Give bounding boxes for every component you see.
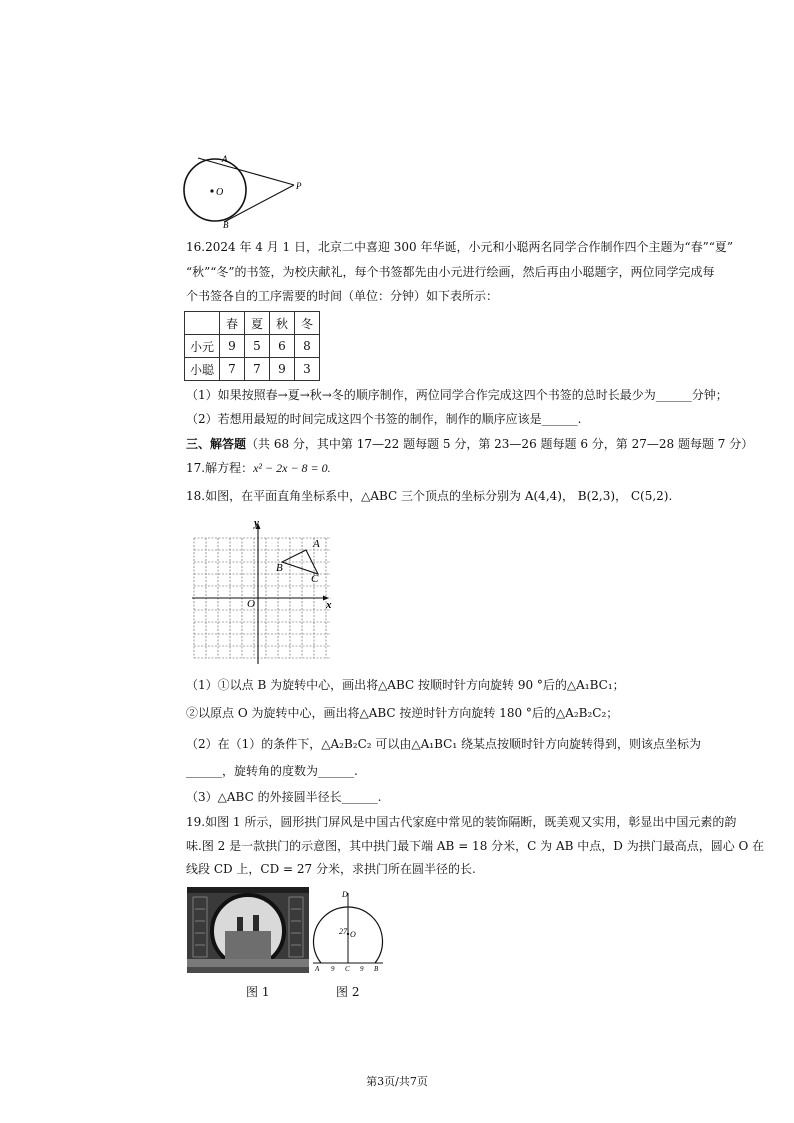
q16-sub2: （2）若想用最短的时间完成这四个书签的制作，制作的顺序应该是______. — [186, 412, 582, 426]
arch-label-B: B — [374, 965, 379, 973]
q16-line2: “秋”“冬”的书签，为校庆献礼，每个书签都先由小元进行绘画，然后再由小聪题字，两位同学完成每 — [186, 265, 715, 279]
q17-equation: x² − 2x − 8 = 0. — [253, 461, 331, 475]
q17-prefix: 17.解方程： — [186, 461, 254, 475]
y-axis-label: y — [254, 517, 259, 529]
table-cell: 7 — [220, 358, 245, 381]
x-axis-label: x — [326, 599, 332, 611]
table-cell — [185, 312, 220, 335]
arch-label-D: D — [342, 890, 348, 899]
vertex-B-label: B — [276, 562, 283, 574]
table-header-summer: 夏 — [245, 312, 270, 335]
vertex-A-label: A — [313, 538, 320, 550]
table-header-row — [185, 312, 320, 335]
q19-line2: 味.图 2 是一款拱门的示意图，其中拱门最下端 AB = 18 分米，C 为 AB 中点，D 为拱门最高点，圆心 O 在 — [186, 839, 765, 853]
arch-label-9-right: 9 — [360, 965, 364, 973]
arch-label-A: A — [315, 965, 320, 973]
q18-text: 18.如图，在平面直角坐标系中，△ABC 三个顶点的坐标分别为 A(4,4)， B(2,3)， C(5,2). — [186, 489, 673, 503]
q19-line3: 线段 CD 上，CD = 27 分米，求拱门所在圆半径的长. — [186, 862, 476, 876]
table-cell: 6 — [270, 335, 295, 358]
section-heading — [186, 436, 753, 452]
q18-sub2a: （2）在（1）的条件下，△A₂B₂C₂ 可以由△A₁BC₁ 绕某点按顺时针方向旋转得到，则该点坐标为 — [186, 737, 701, 751]
page-footer: 第3页/共7页 — [366, 1075, 428, 1088]
arch-label-O: O — [350, 930, 356, 939]
table-cell: 小元 — [185, 335, 220, 358]
table-cell: 小聪 — [185, 358, 220, 381]
q18-sub1a: （1）①以点 B 为旋转中心，画出将△ABC 按顺时针方向旋转 90 °后的△A₁BC₁； — [186, 678, 625, 692]
arch-label-27: 27 — [339, 927, 347, 936]
table-row — [185, 358, 320, 381]
label-B: B — [223, 220, 229, 230]
table-cell: 9 — [270, 358, 295, 381]
table-cell: 3 — [295, 358, 320, 381]
figure-1-caption: 图 1 — [246, 985, 270, 999]
q16-line1: 16.2024 年 4 月 1 日，北京二中喜迎 300 年华诞，小元和小聪两名同学合作制作四个主题为“春”“夏” — [186, 240, 734, 254]
label-P: P — [296, 181, 302, 191]
section-title: 三、解答题 — [186, 437, 247, 451]
origin-label: O — [247, 598, 255, 610]
q17 — [186, 460, 331, 476]
coordinate-grid — [188, 516, 338, 666]
table-header-winter: 冬 — [295, 312, 320, 335]
arch-label-9-left: 9 — [331, 965, 335, 973]
tangent-figure — [178, 150, 308, 230]
figure-2-caption: 图 2 — [336, 985, 360, 999]
section-desc: （共 68 分，其中第 17—22 题每题 5 分，第 23—26 题每题 6 分，第 27—28 题每题 7 分） — [246, 437, 754, 451]
table-header-autumn: 秋 — [270, 312, 295, 335]
q18-sub1b: ②以原点 O 为旋转中心，画出将△ABC 按逆时针方向旋转 180 °后的△A₂B₂C₂； — [186, 706, 619, 720]
q18-sub3: （3）△ABC 的外接圆半径长______. — [186, 790, 382, 804]
moon-gate-photo — [187, 887, 309, 973]
table-cell: 5 — [245, 335, 270, 358]
q19-line1: 19.如图 1 所示，圆形拱门屏风是中国古代家庭中常见的装饰隔断，既美观又实用，彰显出中国元素的韵 — [186, 815, 737, 829]
q16-line3: 个书签各自的工序需要的时间（单位：分钟）如下表所示： — [186, 289, 499, 303]
q18-sub2b: ______，旋转角的度数为______. — [186, 764, 358, 778]
arch-label-C: C — [345, 965, 350, 973]
table-cell: 7 — [245, 358, 270, 381]
table-row — [185, 335, 320, 358]
label-O: O — [216, 187, 224, 198]
label-A: A — [222, 154, 228, 164]
q16-sub1: （1）如果按照春→夏→秋→冬的顺序制作，两位同学合作完成这四个书签的总时长最少为______分钟； — [186, 388, 728, 402]
arch-diagram — [310, 887, 390, 973]
table-cell: 9 — [220, 335, 245, 358]
bookmark-table — [184, 311, 320, 381]
table-cell: 8 — [295, 335, 320, 358]
table-header-spring: 春 — [220, 312, 245, 335]
vertex-C-label: C — [311, 573, 319, 585]
